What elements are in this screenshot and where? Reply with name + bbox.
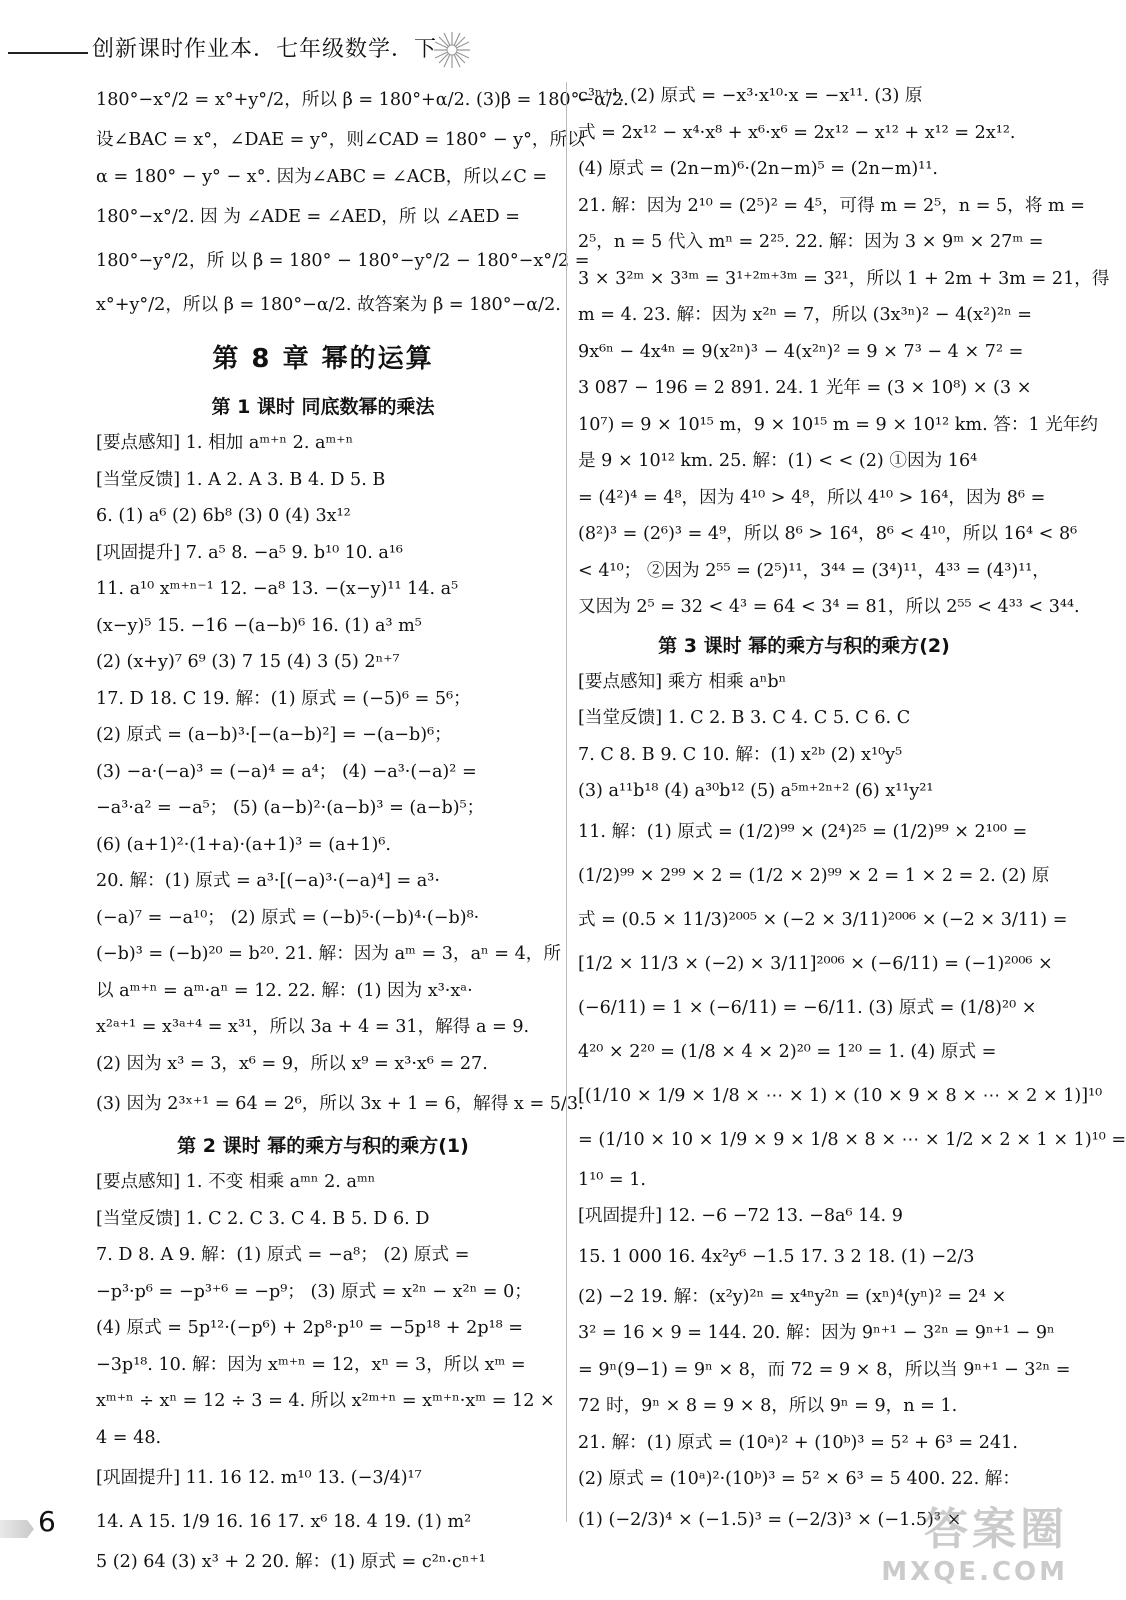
answer-line: 20. 解：(1) 原式 = a³·[(−a)³·(−a)⁴] = a³· [96, 871, 440, 891]
answer-line: 6. (1) a⁶ (2) 6b⁸ (3) 0 (4) 3x¹² [96, 506, 351, 526]
answer-line: (x−y)⁵ 15. −16 −(a−b)⁶ 16. (1) a³ m⁵ [96, 615, 422, 636]
answer-line: 2⁵，n = 5 代入 mⁿ = 2²⁵. 22. 解：因为 3 × 9ᵐ × 27ᵐ = [578, 232, 1044, 252]
answer-line: α = 180° − y° − x°. 因为∠ABC = ∠ACB，所以∠C = [96, 166, 548, 187]
page-number: 6 [38, 1505, 56, 1538]
answer-line: 72 时，9ⁿ × 8 = 9 × 8，所以 9ⁿ = 9，n = 1. [578, 1396, 958, 1416]
answer-line: [巩固提升] 7. a⁵ 8. −a⁵ 9. b¹⁰ 10. a¹⁶ [96, 542, 403, 563]
answer-line: 17. D 18. C 19. 解：(1) 原式 = (−5)⁶ = 5⁶； [96, 688, 471, 709]
answer-line: (2) (x+y)⁷ 6⁹ (3) 7 15 (4) 3 (5) 2ⁿ⁺⁷ [96, 652, 400, 672]
answer-line: = (4²)⁴ = 4⁸，因为 4¹⁰ > 4⁸，所以 4¹⁰ > 16⁴，因为 8⁶ = [578, 487, 1046, 508]
answer-line: = 9ⁿ(9−1) = 9ⁿ × 8，而 72 = 9 × 8，所以当 9ⁿ⁺¹ − 3²ⁿ = [578, 1359, 1071, 1380]
answer-line: (8²)³ = (2⁶)³ = 4⁹，所以 8⁶ > 16⁴，8⁶ < 4¹⁰，所以 16⁴ < 8⁶ [578, 524, 1078, 544]
answer-line: (−6/11) = 1 × (−6/11) = −6/11. (3) 原式 = (1/8)²⁰ × [578, 997, 1037, 1018]
lesson-heading: 第 1 课时 同底数幂的乘法 [211, 396, 435, 418]
answer-line: [要点感知] 1. 相加 aᵐ⁺ⁿ 2. aᵐ⁺ⁿ [96, 433, 354, 453]
answer-line: 21. 解：因为 2¹⁰ = (2⁵)² = 4⁵，可得 m = 2⁵，n = 5，将 m = [578, 195, 1086, 216]
answer-line: [(1/10 × 1/9 × 1/8 × ⋯ × 1) × (10 × 9 × 8 × ⋯ × 2 × 1)]¹⁰ [578, 1085, 1103, 1106]
watermark-logo-text: 答案圈 [924, 1504, 1068, 1555]
answer-line: [当堂反馈] 1. C 2. C 3. C 4. B 5. D 6. D [96, 1208, 430, 1229]
answer-line: 7. C 8. B 9. C 10. 解：(1) x²ᵇ (2) x¹⁰y⁵ [578, 744, 903, 765]
answer-line: = (1/10 × 10 × 1/9 × 9 × 1/8 × 8 × ⋯ × 1/2 × 2 × 1 × 1)¹⁰ = [578, 1129, 1126, 1150]
book-title: 创新课时作业本．七年级数学．下 [92, 37, 438, 62]
answer-line: < 4¹⁰； ②因为 2⁵⁵ = (2⁵)¹¹，3⁴⁴ = (3⁴)¹¹，4³³ = (4³)¹¹， [578, 560, 1050, 581]
answer-line: 14. A 15. 1/9 16. 16 17. x⁶ 18. 4 19. (1) m² [96, 1512, 472, 1532]
answer-line: [当堂反馈] 1. A 2. A 3. B 4. D 5. B [96, 469, 386, 490]
lesson-heading: 第 3 课时 幂的乘方与积的乘方(2) [658, 634, 950, 657]
answer-line: (−b)³ = (−b)²⁰ = b²⁰. 21. 解：因为 aᵐ = 3，aⁿ = 4，所 [96, 944, 561, 964]
chapter-heading: 第 8 章 幂的运算 [212, 344, 434, 374]
answer-line: 是 9 × 10¹² km. 25. 解：(1) < < (2) ①因为 16⁴ [578, 451, 978, 471]
answer-line: (2) −2 19. 解：(x²y)²ⁿ = x⁴ⁿy²ⁿ = (xⁿ)⁴(yⁿ)² = 2⁴ × [578, 1286, 1007, 1307]
flower-icon [430, 28, 474, 72]
answer-line: 3 087 − 196 = 2 891. 24. 1 光年 = (3 × 10⁸) × (3 × [578, 378, 1032, 398]
answer-line: [巩固提升] 11. 16 12. m¹⁰ 13. (−3/4)¹⁷ [96, 1468, 422, 1488]
answer-line: 4²⁰ × 2²⁰ = (1/8 × 4 × 2)²⁰ = 1²⁰ = 1. (4) 原式 = [578, 1041, 997, 1062]
answer-line: (4) 原式 = 5p¹²·(−p⁶) + 2p⁸·p¹⁰ = −5p¹⁸ + 2p¹⁸ = [96, 1318, 524, 1338]
answer-line: 式 = (0.5 × 11/3)²⁰⁰⁵ × (−2 × 3/11)²⁰⁰⁶ × (−2 × 3/11) = [578, 909, 1068, 930]
answer-line: (6) (a+1)²·(1+a)·(a+1)³ = (a+1)⁶. [96, 834, 391, 855]
answer-line: −a³·a² = −a⁵； (5) (a−b)²·(a−b)³ = (a−b)⁵； [96, 798, 485, 818]
answer-line: 式 = 2x¹² − x⁴·x⁸ + x⁶·x⁶ = 2x¹² − x¹² + x¹² = 2x¹². [578, 122, 1016, 143]
answer-line: (2) 原式 = (10ᵃ)²·(10ᵇ)³ = 5² × 6³ = 5 400. 22. 解： [578, 1469, 1020, 1489]
answer-line: 11. 解：(1) 原式 = (1/2)⁹⁹ × (2⁴)²⁵ = (1/2)⁹⁹ × 2¹⁰⁰ = [578, 821, 1028, 842]
answer-line: −p³·p⁶ = −p³⁺⁶ = −p⁹； (3) 原式 = x²ⁿ − x²ⁿ = 0； [96, 1281, 532, 1302]
answer-line: 180°−x°/2. 因 为 ∠ADE = ∠AED，所 以 ∠AED = [96, 207, 520, 227]
answer-line: 7. D 8. A 9. 解：(1) 原式 = −a⁸； (2) 原式 = [96, 1245, 470, 1265]
answer-line: [要点感知] 乘方 相乘 aⁿbⁿ [578, 671, 787, 692]
lesson-heading: 第 2 课时 幂的乘方与积的乘方(1) [177, 1135, 469, 1157]
answer-line: (2) 原式 = (a−b)³·[−(a−b)²] = −(a−b)⁶； [96, 725, 452, 745]
answer-line: 180°−x°/2 = x°+y°/2，所以 β = 180°+α/2. (3)β = 180°−α/2. [96, 90, 629, 110]
answer-line: 1¹⁰ = 1. [578, 1169, 647, 1190]
page-number-tab [0, 1520, 34, 1538]
answer-line: c³ⁿ⁺¹. (2) 原式 = −x³·x¹⁰·x = −x¹¹. (3) 原 [578, 86, 923, 106]
answer-line: x²ᵃ⁺¹ = x³ᵃ⁺⁴ = x³¹，所以 3a + 4 = 31，解得 a = 9. [96, 1017, 530, 1037]
answer-line: [要点感知] 1. 不变 相乘 aᵐⁿ 2. aᵐⁿ [96, 1172, 376, 1192]
column-divider [566, 82, 567, 1522]
page-header [0, 22, 1076, 78]
answer-line: 15. 1 000 16. 4x²y⁶ −1.5 17. 3 2 18. (1) −2/3 [578, 1246, 975, 1267]
answer-line: (−a)⁷ = −a¹⁰； (2) 原式 = (−b)⁵·(−b)⁴·(−b)⁸· [96, 907, 480, 928]
answer-line: (1) (−2/3)⁴ × (−1.5)³ = (−2/3)³ × (−1.5)³ × [578, 1509, 962, 1530]
answer-line: 180°−y°/2，所 以 β = 180° − 180°−y°/2 − 180°−x°/2 = [96, 251, 590, 271]
answer-line: 设∠BAC = x°，∠DAE = y°，则∠CAD = 180° − y°，所以 [96, 130, 585, 150]
answer-line: 又因为 2⁵ = 32 < 4³ = 64 < 3⁴ = 81，所以 2⁵⁵ < 4³³ < 3⁴⁴. [578, 597, 1080, 617]
answer-line: 11. a¹⁰ xᵐ⁺ⁿ⁻¹ 12. −a⁸ 13. −(x−y)¹¹ 14. a⁵ [96, 579, 459, 599]
answer-line: 3 × 3²ᵐ × 3³ᵐ = 3¹⁺²ᵐ⁺³ᵐ = 3²¹，所以 1 + 2m + 3m = 21，得 [578, 268, 1110, 289]
answer-line: (3) a¹¹b¹⁸ (4) a³⁰b¹² (5) a⁵ᵐ⁺²ⁿ⁺² (6) x¹¹y²¹ [578, 781, 934, 801]
answer-line: (3) −a·(−a)³ = (−a)⁴ = a⁴； (4) −a³·(−a)² = [96, 761, 477, 782]
right-answer-column [578, 78, 1126, 1542]
answer-line: 以 aᵐ⁺ⁿ = aᵐ·aⁿ = 12. 22. 解：(1) 因为 x³·xᵃ· [96, 980, 473, 1001]
answer-line: 21. 解：(1) 原式 = (10ᵃ)² + (10ᵇ)³ = 5² + 6³ = 241. [578, 1432, 1018, 1453]
answer-line: [1/2 × 11/3 × (−2) × 3/11]²⁰⁰⁶ × (−6/11) = (−1)²⁰⁰⁶ × [578, 953, 1053, 974]
answer-line: (1/2)⁹⁹ × 2⁹⁹ × 2 = (1/2 × 2)⁹⁹ × 2 = 1 × 2 = 2. (2) 原 [578, 865, 1050, 886]
answer-line: [巩固提升] 12. −6 −72 13. −8a⁶ 14. 9 [578, 1206, 903, 1226]
answer-line: (3) 因为 2³ˣ⁺¹ = 64 = 2⁶，所以 3x + 1 = 6，解得 x = 5/3. [96, 1094, 584, 1114]
answer-line: (4) 原式 = (2n−m)⁶·(2n−m)⁵ = (2n−m)¹¹. [578, 159, 938, 179]
answer-line: 5 (2) 64 (3) x³ + 2 20. 解：(1) 原式 = c²ⁿ·cⁿ⁺¹ [96, 1552, 486, 1572]
answer-line: x°+y°/2，所以 β = 180°−α/2. 故答案为 β = 180°−α/2. [96, 295, 561, 315]
answer-line: 10⁷) = 9 × 10¹⁵ m，9 × 10¹⁵ m = 9 × 10¹² km. 答：1 光年约 [578, 414, 1099, 435]
site-watermark [868, 1504, 1068, 1596]
watermark-url: MXQE.COM [881, 1557, 1068, 1587]
answer-line: (2) 因为 x³ = 3，x⁶ = 9，所以 x⁹ = x³·x⁶ = 27. [96, 1053, 488, 1074]
answer-line: 4 = 48. [96, 1427, 162, 1448]
answer-line: 3² = 16 × 9 = 144. 20. 解：因为 9ⁿ⁺¹ − 3²ⁿ = 9ⁿ⁺¹ − 9ⁿ [578, 1323, 1055, 1343]
answer-line: −3p¹⁸. 10. 解：因为 xᵐ⁺ⁿ = 12，xⁿ = 3，所以 xᵐ = [96, 1354, 526, 1375]
answer-line: 9x⁶ⁿ − 4x⁴ⁿ = 9(x²ⁿ)³ − 4(x²ⁿ)² = 9 × 7³ − 4 × 7² = [578, 341, 1024, 362]
header-rule [8, 52, 88, 54]
answer-line: m = 4. 23. 解：因为 x²ⁿ = 7，所以 (3x³ⁿ)² − 4(x²)²ⁿ = [578, 305, 1032, 325]
answer-line: xᵐ⁺ⁿ ÷ xⁿ = 12 ÷ 3 = 4. 所以 x²ᵐ⁺ⁿ = xᵐ⁺ⁿ·xᵐ = 12 × [96, 1391, 555, 1411]
answer-line: [当堂反馈] 1. C 2. B 3. C 4. C 5. C 6. C [578, 708, 911, 728]
